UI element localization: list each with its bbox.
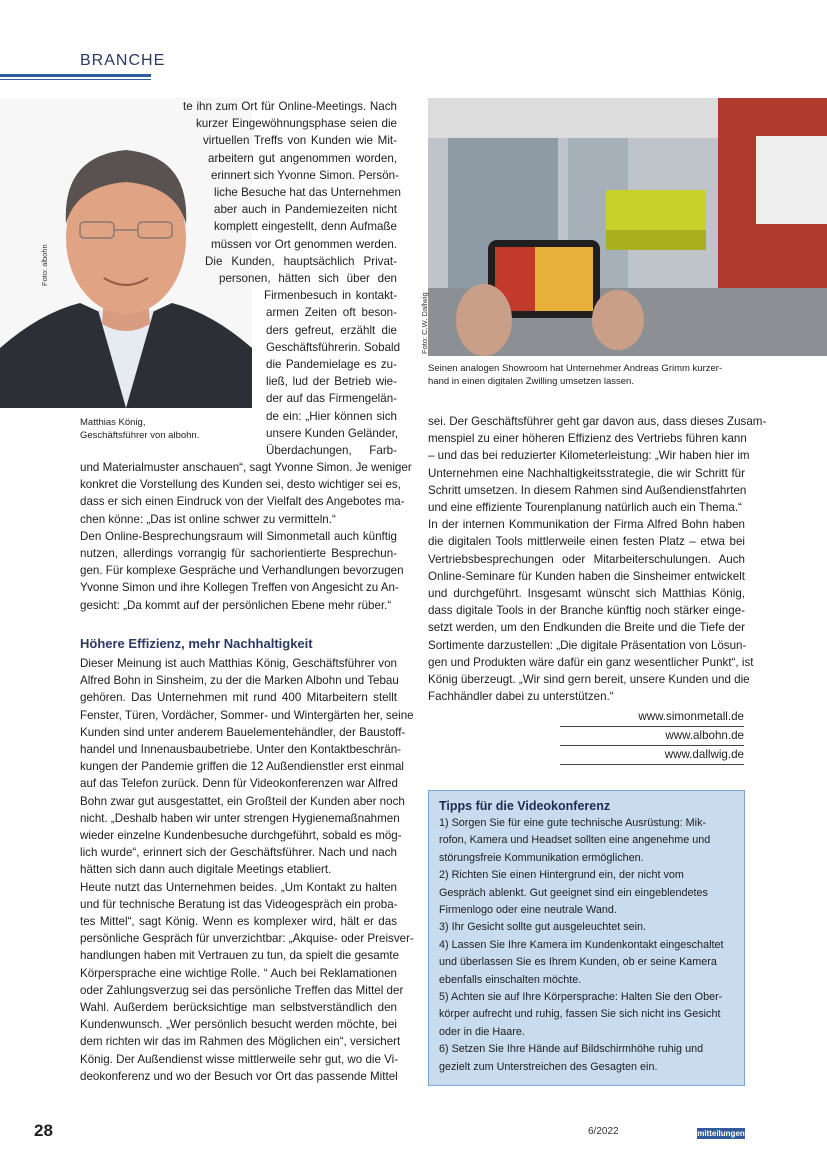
text-line: setzt werden, um den Endkunden die Breite und die Tiefe der	[428, 621, 745, 635]
link-dallwig[interactable]: www.dallwig.de	[560, 746, 744, 765]
text-line: Unternehmen eine Nachhaltigkeitsstrategie, die wir Schritt für	[428, 466, 745, 480]
text-line: Bohn zwar gut ausgestattet, ein Großteil der Kunden aber noch	[80, 794, 405, 808]
text-line: König. Der Außendienst wisse mittlerweile sehr gut, wo die Vi-	[80, 1052, 399, 1066]
text-line: In der internen Kommunikation der Firma Alfred Bohn haben	[428, 518, 745, 532]
text-line: oder Zahlungsverzug sei das persönliche Treffen das Mittel der	[80, 983, 404, 997]
right-column-body	[428, 413, 767, 705]
link-albohn[interactable]: www.albohn.de	[560, 727, 744, 746]
tip-line: 5) Achten sie auf Ihre Körpersprache: Halten Sie den Ober-	[439, 991, 723, 1004]
page-number: 28	[34, 1121, 53, 1140]
paragraph	[80, 459, 412, 528]
text-line: die digitalen Tools mittlerweile einen festen Platz – etwa bei	[428, 535, 745, 549]
text-line: armen Zeiten oft beson-	[266, 306, 397, 320]
text-line: persönliche Gespräch für unverzichtbar: „Akquise- oder Preisver-	[80, 932, 414, 946]
paragraph	[80, 655, 414, 879]
brand-logo	[697, 1128, 745, 1139]
paragraph	[428, 516, 754, 705]
link-simonmetall[interactable]: www.simonmetall.de	[560, 708, 744, 727]
text-line: dem richten wir das im Rahmen des Möglichen ein“, versichert	[80, 1035, 401, 1049]
text-line: handel und Innenausbaubetriebe. Unter den Kontaktbeschrän-	[80, 743, 401, 757]
text-line: dass digitale Tools in der Branche künftig noch stärker einge-	[428, 604, 745, 618]
tip-line: Firmenlogo oder eine neutrale Wand.	[439, 904, 617, 917]
text-line: – und das bei reduzierter Kilometerleistung: „Wir haben hier im	[428, 449, 750, 463]
tip-line: gezielt zum Unterstreichen des Gesagten ein.	[439, 1060, 658, 1073]
text-line: Fachhändler dabei zu unterstützen.“	[428, 690, 614, 704]
left-column-body-1	[80, 459, 412, 614]
text-line: de ein: „Hier können sich	[266, 409, 397, 423]
tip-line: ebenfalls einschalten möchte.	[439, 973, 582, 986]
text-line: gen und Produkten wäre dafür ein ganz wesentlicher Punkt“, ist	[428, 655, 754, 669]
showroom-credit: Foto: C.W. Dallwig	[420, 292, 429, 354]
text-line: aber auch in Pandemiezeiten nicht	[214, 203, 397, 217]
text-line: Den Online-Besprechungsraum will Simonmetall auch künftig	[80, 529, 397, 543]
tip-line: 4) Lassen Sie Ihre Kamera im Kundenkontakt eingeschaltet	[439, 938, 724, 951]
tip-line: Gespräch ablenkt. Gut geeignet sind ein eingeblendetes	[439, 886, 708, 899]
text-line: wieder einzelne Kundenbesuche durchgeführt, sobald es mög-	[80, 829, 402, 843]
left-column-wrap	[0, 98, 401, 459]
text-line: und eine effiziente Tourenplanung natürlich auch ein Thema.“	[428, 501, 742, 515]
link-list	[560, 708, 744, 765]
text-line: müssen vor Ort genommen werden.	[211, 237, 397, 251]
text-line: unsere Kunden Geländer,	[266, 426, 399, 440]
paragraph	[80, 528, 404, 614]
issue-label: 6/2022	[588, 1126, 619, 1137]
section-rule	[0, 74, 151, 77]
text-line: Online-Seminare für Kunden haben die Sinsheimer entwickelt	[428, 569, 745, 583]
tips-title: Tipps für die Videokonferenz	[439, 799, 611, 813]
text-line: arbeitern gut angenommen worden,	[208, 151, 397, 165]
tip-line: 6) Setzen Sie Ihre Hände auf Bildschirmhöhe ruhig und	[439, 1043, 704, 1056]
section-rule-thin	[0, 79, 151, 80]
text-line: die Pandemielage es zu-	[266, 358, 397, 372]
section-label: BRANCHE	[80, 52, 166, 69]
tip-line: rofon, Kamera und Headset sollten eine angenehme und	[439, 834, 711, 847]
text-line: gen. Für komplexe Gespräche und Verhandlungen bevorzugen	[80, 564, 404, 578]
tip-line: oder in die Haare.	[439, 1025, 525, 1038]
text-line: auf das Telefon zurück. Denn für Videokonferenzen war Alfred	[80, 777, 398, 791]
subheading: Höhere Effizienz, mehr Nachhaltigkeit	[80, 636, 313, 651]
tip-line: und überlassen Sie es Ihrem Kunden, ob er seine Kamera	[439, 956, 717, 969]
text-line: deokonferenz und wo der Besuch vor Ort das passende Mittel	[80, 1069, 398, 1083]
text-line: gesicht: „Da kommt auf der persönlichen Ebene mehr rüber.“	[80, 598, 392, 612]
portrait-caption: Matthias König, Geschäftsführer von albohn.	[80, 417, 200, 441]
text-line: und Materialmuster anschauen“, sagt Yvonne Simon. Je weniger	[80, 461, 412, 474]
tip-line: 3) Ihr Gesicht sollte gut ausgeleuchtet sein.	[439, 921, 647, 934]
text-line: Fenster, Türen, Vordächer, Sommer- und Wintergärten her, seine	[80, 708, 414, 722]
text-line: dass er sich einen Eindruck von der Vielfalt des Angebotes ma-	[80, 495, 405, 509]
text-line: sei. Der Geschäftsführer geht gar davon aus, dass dieses Zusam-	[428, 415, 767, 428]
text-line: Geschäftsführerin. Sobald	[266, 340, 401, 354]
text-line: König überzeugt. „Wir sind gern bereit, unsere Kunden und die	[428, 673, 750, 687]
tip-line: 2) Richten Sie einen Hintergrund ein, der nicht vom	[439, 869, 684, 882]
text-line: Wahl. Außerdem berücksichtige man selbstverständlich den	[80, 1001, 397, 1015]
left-column-body-2	[80, 655, 414, 1085]
text-line: nicht. „Deshalb haben wir unter strengen Hygienemaßnahmen	[80, 811, 400, 825]
brand-mark: mitteilungen	[697, 1129, 745, 1138]
tip-line: 1) Sorgen Sie für eine gute technische Ausrüstung: Mik-	[439, 817, 707, 829]
tip-line: störungsfreie Kommunikation ermöglichen.	[439, 851, 644, 864]
text-line: gehören. Das Unternehmen mit rund 400 Mitarbeitern stellt	[80, 691, 397, 705]
paragraph	[80, 879, 414, 1085]
text-line: Dieser Meinung ist auch Matthias König, Geschäftsführer von	[80, 657, 397, 670]
text-line: Schritt umsetzen. In diesem Rahmen sind Außendienstfahrten	[428, 483, 747, 497]
tips-list	[439, 815, 734, 1076]
showroom-photo	[428, 98, 827, 356]
text-line: kurzer Eingewöhnungsphase seien die	[196, 117, 397, 131]
text-line: Alfred Bohn in Sinsheim, zu der die Marken Albohn und Tebau	[80, 674, 399, 688]
text-line: Sortimente darzustellen: „Die digitale Präsentation von Lösun-	[428, 638, 747, 652]
text-line: erinnert sich Yvonne Simon. Persön-	[211, 168, 399, 182]
text-line: Körpersprache eine wichtige Rolle. “ Auch bei Reklamationen	[80, 966, 397, 980]
text-line: konkret die Vorstellung des Kunden sei, desto wichtiger sei es,	[80, 478, 401, 492]
text-line: Die Kunden, hauptsächlich Privat-	[205, 254, 397, 268]
text-line: Kundenwunsch. „Wer persönlich besucht werden möchte, bei	[80, 1018, 397, 1032]
text-line: tes Mittel“, sagt König. Wenn es komplexer wird, hält er das	[80, 915, 397, 929]
text-line: ders gefreut, erzählt die	[266, 323, 397, 337]
text-line: Firmenbesuch in kontakt-	[264, 289, 397, 303]
text-line: kungen der Pandemie griffen die 12 Außendienstler erst einmal	[80, 760, 404, 774]
showroom-caption: Seinen analogen Showroom hat Unternehmer Andreas Grimm kurzer- hand in einen digitalen Zwilling umsetzen lassen.	[428, 363, 723, 387]
text-line: hätten sich dann auch digitale Meetings etabliert.	[80, 863, 332, 877]
text-line: te ihn zum Ort für Online-Meetings. Nach	[183, 100, 397, 113]
text-line: Yvonne Simon und ihre Kollegen Treffen von Angesicht zu An-	[80, 581, 399, 595]
text-line: und für technische Beratung ist das Videogespräch ein proba-	[80, 897, 398, 911]
text-line: nutzen, allerdings vorrangig für sachorientierte Besprechun-	[80, 547, 397, 561]
text-line: chen könne: „Das ist online schwer zu vermitteln.“	[80, 512, 336, 526]
tip-line: körper aufrecht und ruhig, fassen Sie sich nicht ins Gesicht	[439, 1008, 721, 1021]
tips-box	[428, 790, 745, 1086]
text-line: liche Besuche hat das Unternehmen	[214, 186, 401, 200]
text-line: lich wurde“, erinnert sich der Geschäftsführer. Nach und nach	[80, 846, 397, 860]
text-line: und durchgeführt. Insgesamt wünscht sich Matthias König,	[428, 587, 745, 601]
paragraph	[428, 413, 767, 516]
text-line: personen, hätten sich über den	[219, 272, 397, 286]
text-line: Vertriebsbesprechungen oder Mitarbeiterschulungen. Auch	[428, 552, 745, 566]
text-line: komplett eingestellt, denn Aufmaße	[214, 220, 397, 234]
text-line: virtuellen Treffs von Kunden wie Mit-	[203, 134, 397, 148]
text-line: Heute nutzt das Unternehmen beides. „Um Kontakt zu halten	[80, 880, 397, 894]
text-line: der auf das Firmengelän-	[266, 392, 397, 406]
portrait-credit: Foto: albohn	[40, 244, 49, 286]
text-line: handlungen haben mit Vertrauen zu tun, da spielt die gesamte	[80, 949, 400, 963]
text-line: Überdachungen, Farb-	[266, 444, 397, 458]
text-line: Kunden sind unter anderem Bauelementehändler, der Baustoff-	[80, 725, 406, 739]
text-line: ließ, lud der Betrieb wie-	[266, 375, 397, 389]
text-line: menspiel zu einer höheren Effizienz des Vertriebs führen kann	[428, 432, 747, 446]
